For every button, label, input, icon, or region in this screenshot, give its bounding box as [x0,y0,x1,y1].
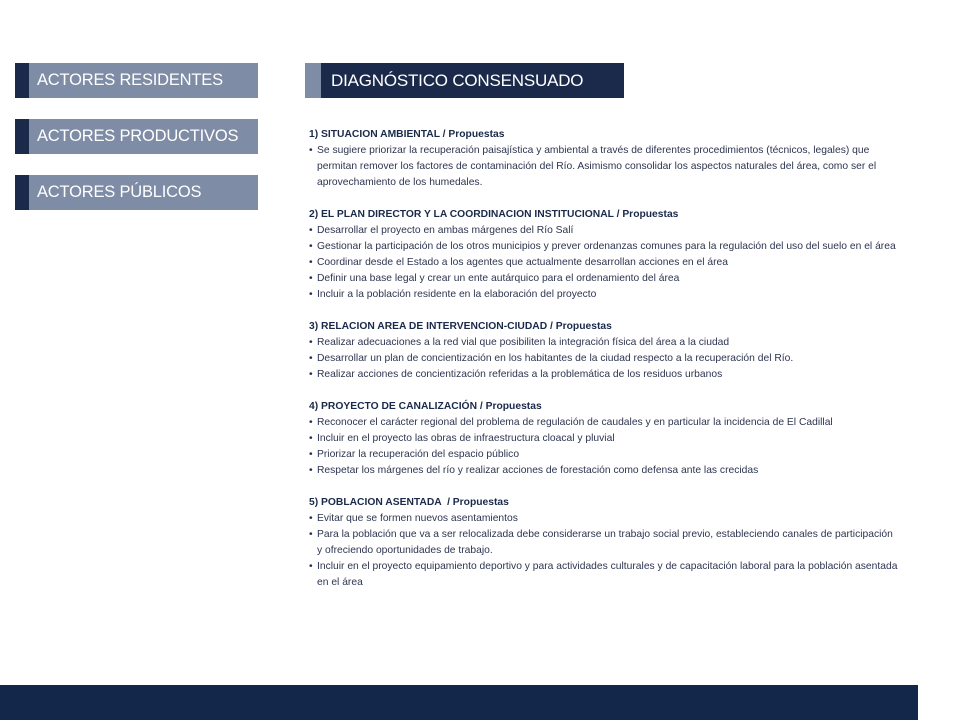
section-heading [309,207,899,223]
tab-accent [15,119,29,154]
section-heading [309,127,899,143]
section-heading-title: 1) SITUACION AMBIENTAL [309,129,440,140]
tab-actores-productivos[interactable] [15,119,258,154]
page-title: DIAGNÓSTICO CONSENSUADO [321,63,624,98]
section-heading-sub: / Propuestas [613,209,679,220]
section-title-diagnostico [305,63,624,98]
proposal-section [309,127,899,191]
proposal-section [309,319,899,383]
proposal-bullet: • Evitar que se formen nuevos asentamientos [309,511,899,527]
section-heading [309,495,899,511]
title-accent [305,63,321,98]
proposal-section [309,495,899,591]
proposal-section [309,399,899,479]
section-heading-title: 3) RELACION AREA DE INTERVENCION-CIUDAD [309,321,548,332]
section-heading-sub: / Propuestas [547,321,612,332]
proposals-content [309,127,899,607]
proposal-bullet: • Respetar los márgenes del río y realizar acciones de forestación como defensa ante las crecidas [309,463,899,479]
proposal-bullet: • Realizar adecuaciones a la red vial que posibiliten la integración física del área a la ciudad [309,335,899,351]
tab-label: ACTORES PÚBLICOS [29,175,258,210]
proposal-bullet: • Coordinar desde el Estado a los agentes que actualmente desarrollan acciones en el área [309,255,899,271]
section-heading-sub: / Propuestas [439,129,505,140]
proposal-bullet: • Para la población que va a ser relocalizada debe considerarse un trabajo social previo, estableciendo canales de participación y ofreciendo oportunidades de trabajo. [309,527,899,559]
proposal-bullet: • Incluir en el proyecto equipamiento deportivo y para actividades culturales y de capacitación laboral para la población asentada en el área [309,559,899,591]
tab-label: ACTORES PRODUCTIVOS [29,119,258,154]
section-heading-sub: / Propuestas [477,401,542,412]
proposal-bullet: • Definir una base legal y crear un ente autárquico para el ordenamiento del área [309,271,899,287]
tab-actores-publicos[interactable] [15,175,258,210]
footer-bar [0,685,918,720]
proposal-bullet: • Gestionar la participación de los otros municipios y prever ordenanzas comunes para la regulación del uso del suelo en el área [309,239,899,255]
proposal-bullet: • Priorizar la recuperación del espacio público [309,447,899,463]
proposal-bullet: • Realizar acciones de concientización referidas a la problemática de los residuos urbanos [309,367,899,383]
tab-label: ACTORES RESIDENTES [29,63,258,98]
section-heading [309,319,899,335]
tab-accent [15,63,29,98]
section-heading-sub: / Propuestas [441,497,509,508]
proposal-bullet: • Incluir en el proyecto las obras de infraestructura cloacal y pluvial [309,431,899,447]
proposal-bullet: • Desarrollar el proyecto en ambas márgenes del Río Salí [309,223,899,239]
section-heading-title: 4) PROYECTO DE CANALIZACIÓN [309,401,478,412]
tab-accent [15,175,29,210]
proposal-bullet: • Se sugiere priorizar la recuperación paisajística y ambiental a través de diferentes procedimientos (técnicos, legales) que permitan remover los factores de contaminación del Río. Asimismo consolidar los aspectos naturales del área, como ser el aprovechamiento de los humedales. [309,143,899,191]
section-heading-title: 5) POBLACION ASENTADA [309,497,442,508]
proposal-bullet: • Desarrollar un plan de concientización en los habitantes de la ciudad respecto a la recuperación del Río. [309,351,899,367]
section-heading [309,399,899,415]
tab-actores-residentes[interactable] [15,63,258,98]
proposal-bullet: • Incluir a la población residente en la elaboración del proyecto [309,287,899,303]
proposal-bullet: • Reconocer el carácter regional del problema de regulación de caudales y en particular la incidencia de El Cadillal [309,415,899,431]
section-heading-title: 2) EL PLAN DIRECTOR Y LA COORDINACION INSTITUCIONAL [309,209,614,220]
proposal-section [309,207,899,303]
